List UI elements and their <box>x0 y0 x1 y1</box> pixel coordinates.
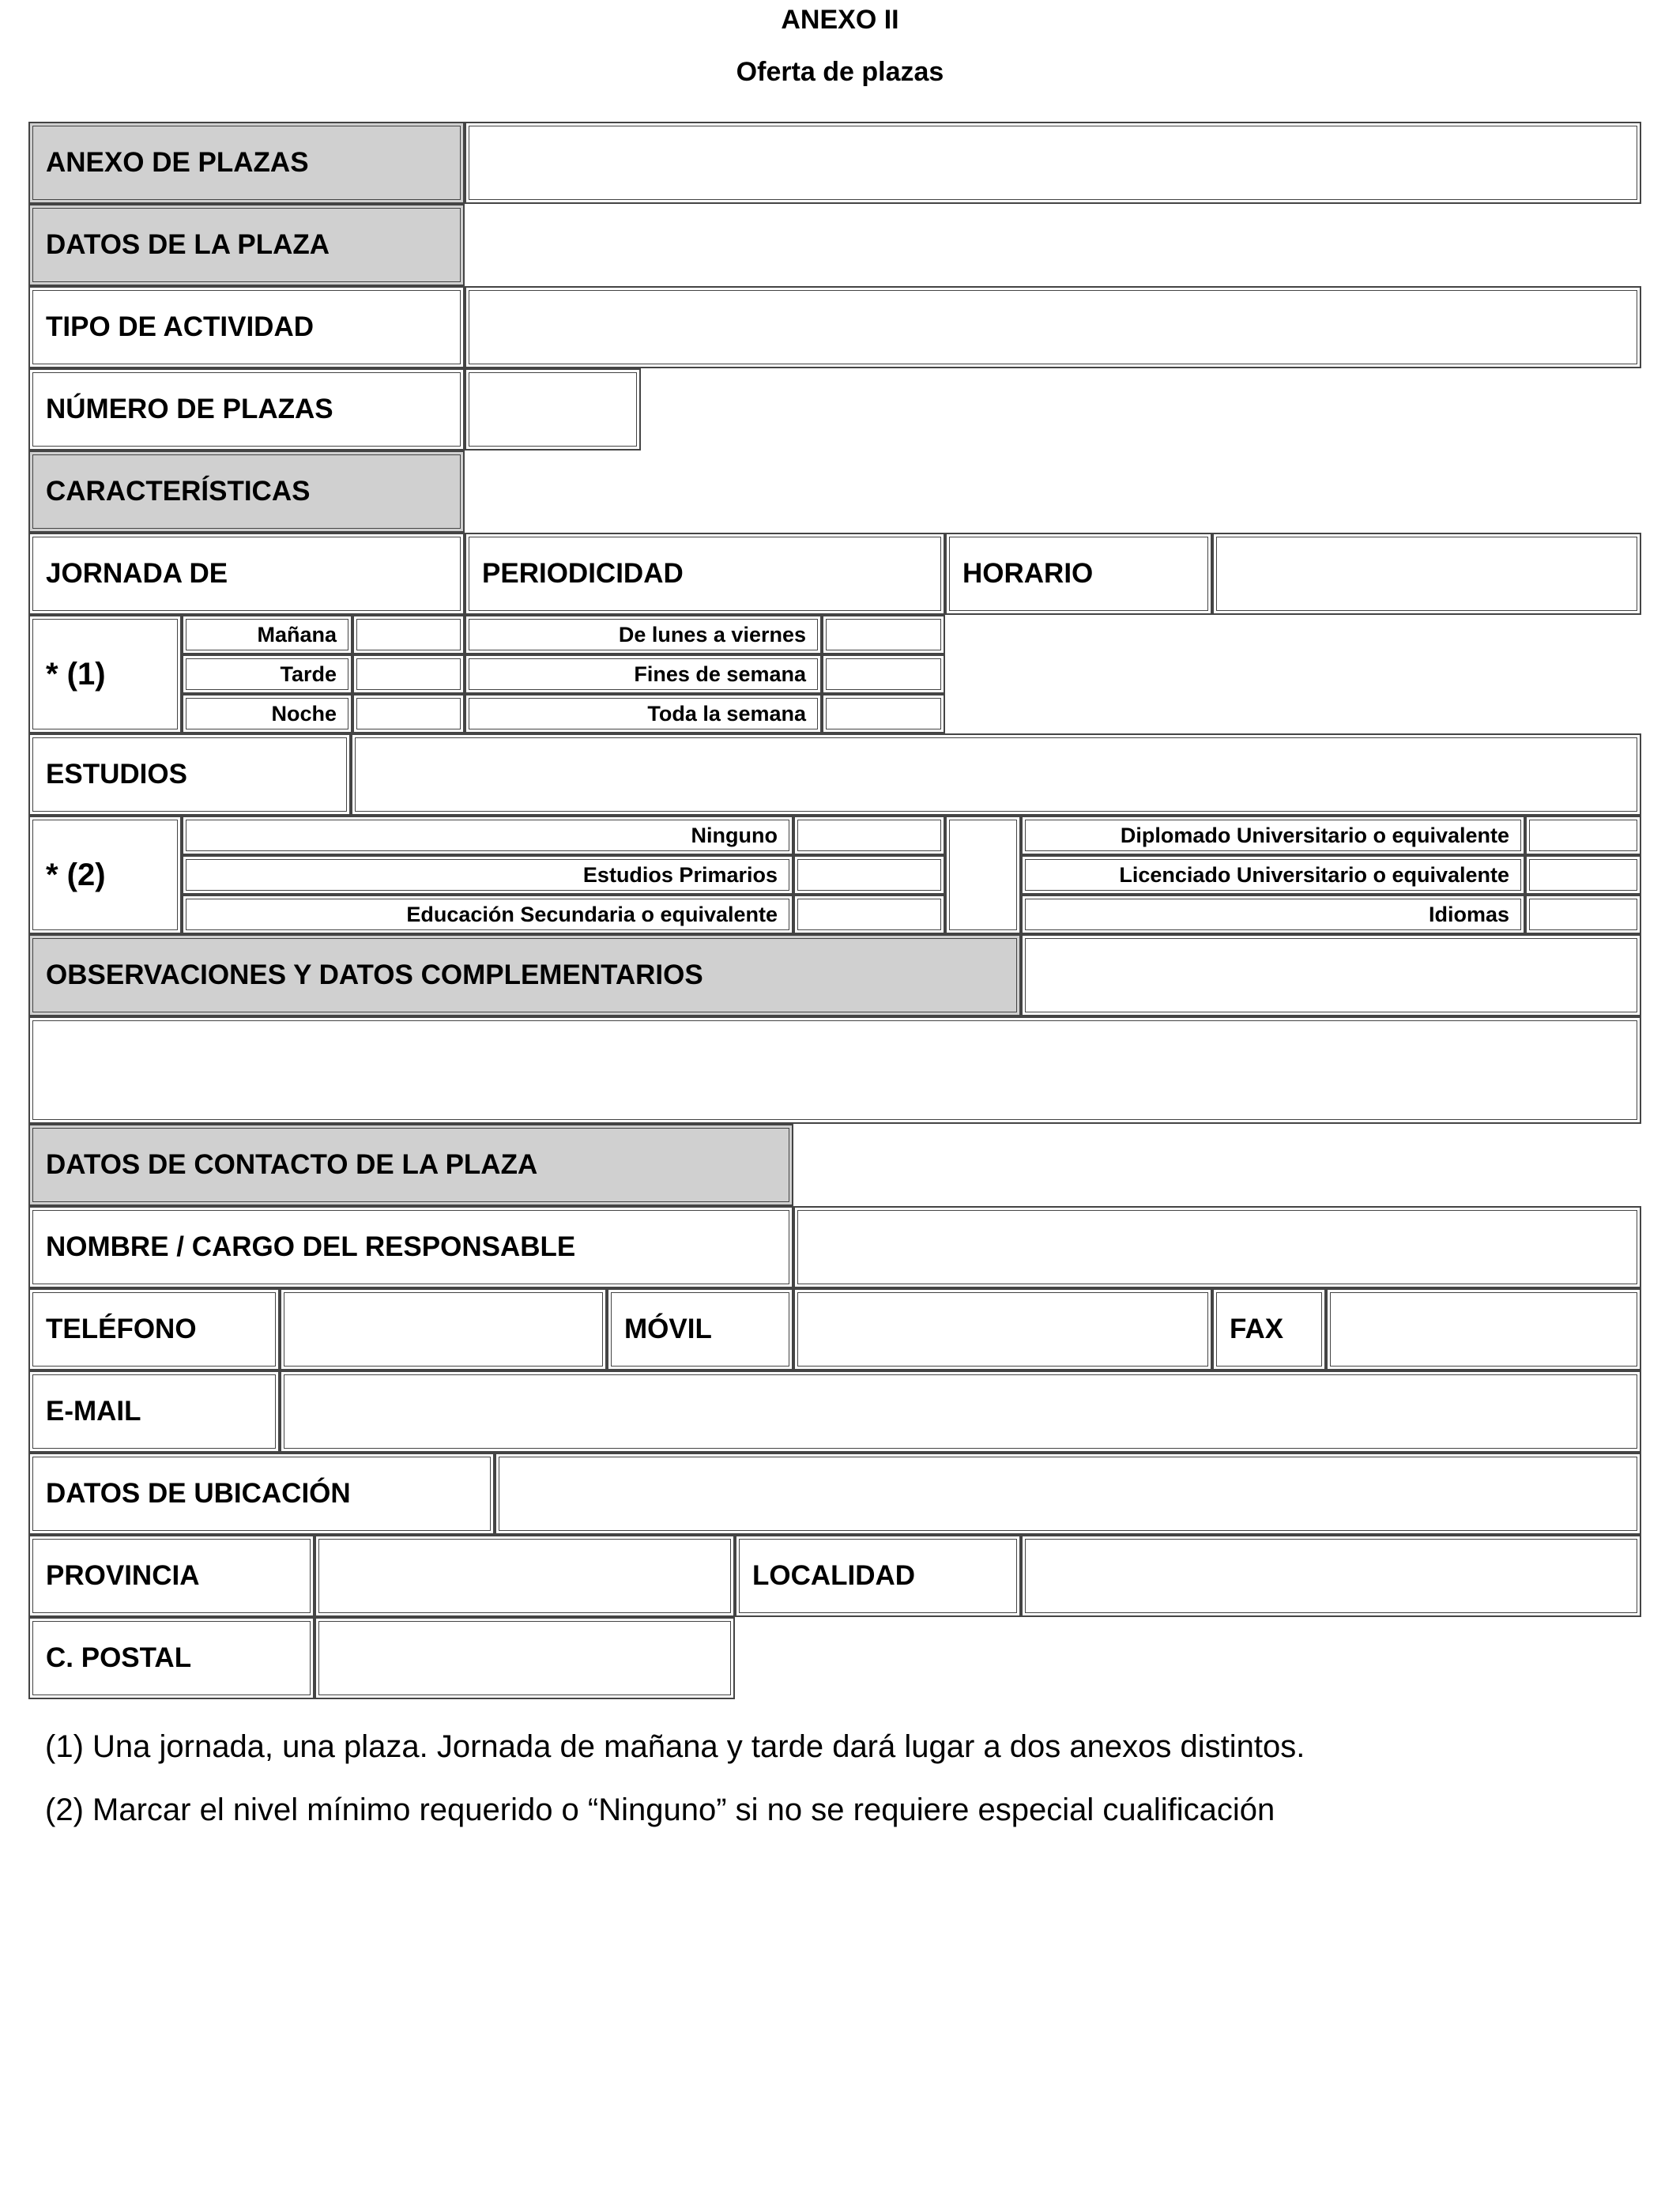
nombre-cargo-field[interactable] <box>793 1206 1641 1288</box>
estudios-option-idiomas: Idiomas <box>1021 895 1525 934</box>
periodicidad-checkbox-fines-semana[interactable] <box>822 654 945 694</box>
periodicidad-option-lunes-viernes: De lunes a viernes <box>465 615 822 654</box>
numero-de-plazas-label: NÚMERO DE PLAZAS <box>28 368 465 450</box>
jornada-option-tarde: Tarde <box>182 654 352 694</box>
jornada-checkbox-tarde[interactable] <box>352 654 465 694</box>
provincia-field[interactable] <box>315 1535 735 1617</box>
numero-de-plazas-field[interactable] <box>465 368 641 450</box>
telefono-label: TELÉFONO <box>28 1288 280 1370</box>
observaciones-header-field[interactable] <box>1021 934 1641 1016</box>
estudios-checkbox-licenciado[interactable] <box>1525 855 1641 895</box>
periodicidad-option-fines-semana: Fines de semana <box>465 654 822 694</box>
estudios-option-primarios: Estudios Primarios <box>182 855 793 895</box>
estudios-option-diplomado: Diplomado Universitario o equivalente <box>1021 816 1525 855</box>
estudios-checkbox-ninguno[interactable] <box>793 816 945 855</box>
estudios-checkbox-primarios[interactable] <box>793 855 945 895</box>
annex-heading: ANEXO II <box>781 5 899 35</box>
tipo-de-actividad-label: TIPO DE ACTIVIDAD <box>28 286 465 368</box>
movil-field[interactable] <box>793 1288 1212 1370</box>
estudios-checkbox-idiomas[interactable] <box>1525 895 1641 934</box>
observaciones-label: OBSERVACIONES Y DATOS COMPLEMENTARIOS <box>28 934 1021 1016</box>
datos-ubicacion-field[interactable] <box>495 1453 1641 1535</box>
c-postal-label: C. POSTAL <box>28 1617 315 1699</box>
estudios-option-licenciado: Licenciado Universitario o equivalente <box>1021 855 1525 895</box>
footnote-2: (2) Marcar el nivel mínimo requerido o “Ninguno” si no se requiere especial cualificación <box>45 1793 1275 1827</box>
footnote-1: (1) Una jornada, una plaza. Jornada de mañana y tarde dará lugar a dos anexos distintos. <box>45 1729 1305 1764</box>
email-field[interactable] <box>280 1370 1641 1453</box>
observaciones-field[interactable] <box>28 1016 1641 1124</box>
c-postal-field[interactable] <box>315 1617 735 1699</box>
estudios-checkbox-diplomado[interactable] <box>1525 816 1641 855</box>
tipo-de-actividad-field[interactable] <box>465 286 1641 368</box>
anexo-de-plazas-label: ANEXO DE PLAZAS <box>28 122 465 204</box>
estudios-option-secundaria: Educación Secundaria o equivalente <box>182 895 793 934</box>
movil-label: MÓVIL <box>607 1288 793 1370</box>
localidad-label: LOCALIDAD <box>735 1535 1021 1617</box>
horario-label: HORARIO <box>945 533 1212 615</box>
fax-label: FAX <box>1212 1288 1326 1370</box>
periodicidad-checkbox-lunes-viernes[interactable] <box>822 615 945 654</box>
localidad-field[interactable] <box>1021 1535 1641 1617</box>
jornada-checkbox-manana[interactable] <box>352 615 465 654</box>
datos-de-la-plaza-label: DATOS DE LA PLAZA <box>28 204 465 286</box>
page-title: Oferta de plazas <box>736 57 944 87</box>
periodicidad-checkbox-toda-semana[interactable] <box>822 694 945 733</box>
estudios-checkbox-secundaria[interactable] <box>793 895 945 934</box>
email-label: E-MAIL <box>28 1370 280 1453</box>
horario-field[interactable] <box>1212 533 1641 615</box>
periodicidad-option-toda-semana: Toda la semana <box>465 694 822 733</box>
estudios-option-ninguno: Ninguno <box>182 816 793 855</box>
jornada-checkbox-noche[interactable] <box>352 694 465 733</box>
nombre-cargo-label: NOMBRE / CARGO DEL RESPONSABLE <box>28 1206 793 1288</box>
caracteristicas-label: CARACTERÍSTICAS <box>28 450 465 533</box>
jornada-option-manana: Mañana <box>182 615 352 654</box>
estudios-spacer <box>945 816 1021 934</box>
telefono-field[interactable] <box>280 1288 607 1370</box>
fax-field[interactable] <box>1326 1288 1641 1370</box>
jornada-de-label: JORNADA DE <box>28 533 465 615</box>
provincia-label: PROVINCIA <box>28 1535 315 1617</box>
anexo-de-plazas-field[interactable] <box>465 122 1641 204</box>
jornada-option-noche: Noche <box>182 694 352 733</box>
periodicidad-label: PERIODICIDAD <box>465 533 945 615</box>
note-ref-1: * (1) <box>28 615 182 733</box>
estudios-field[interactable] <box>351 733 1641 816</box>
datos-ubicacion-label: DATOS DE UBICACIÓN <box>28 1453 495 1535</box>
estudios-label: ESTUDIOS <box>28 733 351 816</box>
datos-contacto-label: DATOS DE CONTACTO DE LA PLAZA <box>28 1124 793 1206</box>
note-ref-2: * (2) <box>28 816 182 934</box>
